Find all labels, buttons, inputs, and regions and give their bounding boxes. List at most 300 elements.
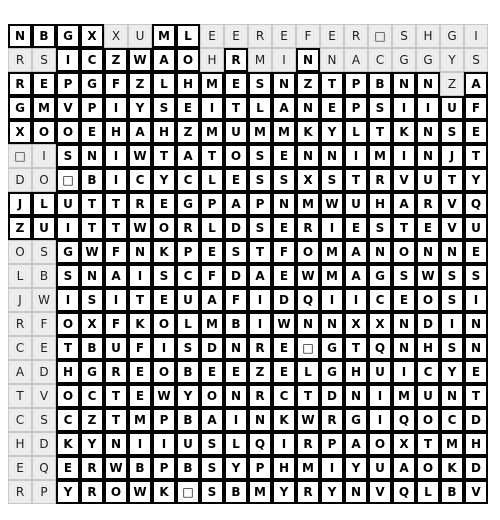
grid-cell[interactable]: R: [296, 216, 320, 240]
grid-cell[interactable]: V: [464, 480, 488, 504]
grid-cell[interactable]: N: [128, 240, 152, 264]
grid-cell[interactable]: V: [368, 480, 392, 504]
grid-cell[interactable]: G: [80, 72, 104, 96]
grid-cell[interactable]: K: [296, 120, 320, 144]
grid-cell[interactable]: O: [392, 240, 416, 264]
grid-cell[interactable]: F: [104, 312, 128, 336]
grid-cell[interactable]: D: [272, 288, 296, 312]
grid-cell[interactable]: H: [56, 360, 80, 384]
grid-cell[interactable]: S: [248, 168, 272, 192]
grid-cell[interactable]: M: [128, 408, 152, 432]
grid-cell[interactable]: E: [200, 360, 224, 384]
grid-cell[interactable]: R: [8, 48, 32, 72]
grid-cell[interactable]: F: [272, 240, 296, 264]
grid-cell[interactable]: M: [200, 312, 224, 336]
grid-cell[interactable]: N: [464, 336, 488, 360]
grid-cell[interactable]: W: [128, 48, 152, 72]
grid-cell[interactable]: T: [80, 216, 104, 240]
grid-cell[interactable]: I: [320, 288, 344, 312]
grid-cell[interactable]: I: [128, 264, 152, 288]
grid-cell[interactable]: C: [416, 360, 440, 384]
grid-cell[interactable]: S: [368, 216, 392, 240]
grid-cell[interactable]: Y: [56, 480, 80, 504]
grid-cell[interactable]: L: [176, 312, 200, 336]
grid-cell[interactable]: Q: [248, 432, 272, 456]
grid-cell[interactable]: S: [392, 264, 416, 288]
grid-cell[interactable]: Y: [320, 120, 344, 144]
grid-cell[interactable]: R: [296, 480, 320, 504]
grid-cell[interactable]: H: [416, 24, 440, 48]
grid-cell[interactable]: U: [176, 432, 200, 456]
grid-cell[interactable]: R: [80, 456, 104, 480]
grid-cell[interactable]: G: [176, 192, 200, 216]
grid-cell[interactable]: C: [80, 384, 104, 408]
grid-cell[interactable]: E: [464, 360, 488, 384]
grid-cell[interactable]: N: [320, 312, 344, 336]
grid-cell[interactable]: M: [392, 384, 416, 408]
grid-cell[interactable]: B: [32, 264, 56, 288]
grid-cell[interactable]: N: [248, 408, 272, 432]
grid-cell[interactable]: T: [128, 288, 152, 312]
grid-cell[interactable]: W: [80, 240, 104, 264]
grid-cell[interactable]: S: [200, 480, 224, 504]
grid-cell[interactable]: K: [56, 432, 80, 456]
grid-cell[interactable]: Z: [176, 120, 200, 144]
grid-cell[interactable]: L: [176, 24, 200, 48]
grid-cell[interactable]: S: [392, 24, 416, 48]
grid-cell[interactable]: U: [368, 456, 392, 480]
grid-cell[interactable]: □: [296, 336, 320, 360]
grid-cell[interactable]: R: [104, 360, 128, 384]
grid-cell[interactable]: P: [80, 96, 104, 120]
grid-cell[interactable]: O: [368, 432, 392, 456]
grid-cell[interactable]: P: [320, 432, 344, 456]
grid-cell[interactable]: G: [416, 48, 440, 72]
grid-cell[interactable]: S: [440, 120, 464, 144]
grid-cell[interactable]: E: [272, 336, 296, 360]
grid-cell[interactable]: I: [104, 96, 128, 120]
grid-cell[interactable]: V: [32, 384, 56, 408]
grid-cell[interactable]: R: [248, 384, 272, 408]
grid-cell[interactable]: M: [320, 264, 344, 288]
grid-cell[interactable]: A: [200, 408, 224, 432]
grid-cell[interactable]: R: [248, 24, 272, 48]
grid-cell[interactable]: A: [176, 144, 200, 168]
grid-cell[interactable]: D: [416, 312, 440, 336]
grid-cell[interactable]: T: [392, 216, 416, 240]
grid-cell[interactable]: M: [320, 240, 344, 264]
grid-cell[interactable]: E: [320, 24, 344, 48]
grid-cell[interactable]: U: [224, 120, 248, 144]
grid-cell[interactable]: O: [176, 48, 200, 72]
grid-cell[interactable]: E: [224, 360, 248, 384]
grid-cell[interactable]: B: [32, 24, 56, 48]
grid-cell[interactable]: O: [32, 120, 56, 144]
grid-cell[interactable]: L: [8, 264, 32, 288]
grid-cell[interactable]: M: [32, 96, 56, 120]
grid-cell[interactable]: Q: [296, 288, 320, 312]
grid-cell[interactable]: B: [368, 72, 392, 96]
grid-cell[interactable]: N: [224, 384, 248, 408]
grid-cell[interactable]: Z: [80, 408, 104, 432]
grid-cell[interactable]: S: [152, 264, 176, 288]
grid-cell[interactable]: K: [272, 408, 296, 432]
grid-cell[interactable]: N: [392, 336, 416, 360]
grid-cell[interactable]: F: [128, 336, 152, 360]
grid-cell[interactable]: Q: [368, 336, 392, 360]
grid-cell[interactable]: L: [32, 192, 56, 216]
grid-cell[interactable]: T: [368, 120, 392, 144]
grid-cell[interactable]: O: [104, 480, 128, 504]
grid-cell[interactable]: U: [344, 192, 368, 216]
grid-cell[interactable]: X: [80, 312, 104, 336]
grid-cell[interactable]: T: [320, 72, 344, 96]
grid-cell[interactable]: L: [296, 360, 320, 384]
grid-cell[interactable]: A: [344, 240, 368, 264]
grid-cell[interactable]: E: [272, 360, 296, 384]
grid-cell[interactable]: E: [272, 144, 296, 168]
grid-cell[interactable]: A: [104, 264, 128, 288]
grid-cell[interactable]: □: [368, 24, 392, 48]
grid-cell[interactable]: F: [104, 72, 128, 96]
grid-cell[interactable]: T: [344, 336, 368, 360]
grid-cell[interactable]: O: [152, 360, 176, 384]
grid-cell[interactable]: R: [368, 168, 392, 192]
grid-cell[interactable]: R: [296, 432, 320, 456]
grid-cell[interactable]: P: [344, 96, 368, 120]
grid-cell[interactable]: K: [440, 456, 464, 480]
grid-cell[interactable]: C: [80, 48, 104, 72]
grid-cell[interactable]: E: [32, 336, 56, 360]
grid-cell[interactable]: C: [176, 168, 200, 192]
grid-cell[interactable]: N: [416, 120, 440, 144]
grid-cell[interactable]: B: [176, 456, 200, 480]
grid-cell[interactable]: M: [248, 120, 272, 144]
grid-cell[interactable]: S: [248, 144, 272, 168]
grid-cell[interactable]: M: [440, 432, 464, 456]
grid-cell[interactable]: E: [152, 192, 176, 216]
grid-cell[interactable]: X: [392, 432, 416, 456]
grid-cell[interactable]: S: [32, 408, 56, 432]
grid-cell[interactable]: Y: [440, 48, 464, 72]
grid-cell[interactable]: S: [440, 336, 464, 360]
grid-cell[interactable]: A: [344, 432, 368, 456]
grid-cell[interactable]: N: [368, 240, 392, 264]
grid-cell[interactable]: H: [464, 432, 488, 456]
grid-cell[interactable]: Y: [176, 384, 200, 408]
grid-cell[interactable]: T: [440, 168, 464, 192]
grid-cell[interactable]: A: [224, 192, 248, 216]
grid-cell[interactable]: L: [224, 432, 248, 456]
grid-cell[interactable]: I: [56, 288, 80, 312]
grid-cell[interactable]: H: [344, 360, 368, 384]
grid-cell[interactable]: S: [224, 240, 248, 264]
grid-cell[interactable]: M: [248, 48, 272, 72]
grid-cell[interactable]: S: [56, 264, 80, 288]
grid-cell[interactable]: I: [392, 360, 416, 384]
grid-cell[interactable]: B: [80, 168, 104, 192]
grid-cell[interactable]: O: [200, 384, 224, 408]
grid-cell[interactable]: T: [80, 192, 104, 216]
grid-cell[interactable]: H: [416, 336, 440, 360]
grid-cell[interactable]: A: [464, 72, 488, 96]
grid-cell[interactable]: G: [368, 264, 392, 288]
grid-cell[interactable]: B: [80, 336, 104, 360]
grid-cell[interactable]: Y: [224, 456, 248, 480]
grid-cell[interactable]: W: [296, 408, 320, 432]
grid-cell[interactable]: W: [128, 216, 152, 240]
grid-cell[interactable]: L: [152, 72, 176, 96]
grid-cell[interactable]: I: [440, 312, 464, 336]
grid-cell[interactable]: U: [32, 216, 56, 240]
grid-cell[interactable]: X: [80, 24, 104, 48]
grid-cell[interactable]: N: [416, 240, 440, 264]
grid-cell[interactable]: N: [296, 96, 320, 120]
grid-cell[interactable]: J: [8, 192, 32, 216]
grid-cell[interactable]: H: [152, 120, 176, 144]
grid-cell[interactable]: D: [320, 384, 344, 408]
grid-cell[interactable]: H: [8, 432, 32, 456]
grid-cell[interactable]: U: [440, 96, 464, 120]
grid-cell[interactable]: Y: [128, 96, 152, 120]
grid-cell[interactable]: M: [248, 480, 272, 504]
grid-cell[interactable]: P: [152, 408, 176, 432]
grid-cell[interactable]: U: [416, 384, 440, 408]
grid-cell[interactable]: N: [272, 72, 296, 96]
grid-cell[interactable]: A: [272, 96, 296, 120]
grid-cell[interactable]: G: [8, 96, 32, 120]
grid-cell[interactable]: P: [152, 456, 176, 480]
grid-cell[interactable]: W: [152, 384, 176, 408]
grid-cell[interactable]: A: [344, 264, 368, 288]
grid-cell[interactable]: A: [392, 192, 416, 216]
grid-cell[interactable]: H: [200, 48, 224, 72]
grid-cell[interactable]: E: [200, 240, 224, 264]
grid-cell[interactable]: X: [368, 312, 392, 336]
grid-cell[interactable]: C: [368, 48, 392, 72]
grid-cell[interactable]: I: [56, 216, 80, 240]
grid-cell[interactable]: O: [152, 312, 176, 336]
grid-cell[interactable]: P: [344, 72, 368, 96]
grid-cell[interactable]: I: [200, 96, 224, 120]
grid-cell[interactable]: K: [392, 120, 416, 144]
grid-cell[interactable]: V: [440, 216, 464, 240]
grid-cell[interactable]: T: [248, 240, 272, 264]
grid-cell[interactable]: M: [296, 456, 320, 480]
grid-cell[interactable]: B: [176, 360, 200, 384]
grid-cell[interactable]: N: [8, 24, 32, 48]
grid-cell[interactable]: M: [368, 144, 392, 168]
grid-cell[interactable]: D: [224, 216, 248, 240]
grid-cell[interactable]: K: [128, 312, 152, 336]
grid-cell[interactable]: T: [152, 144, 176, 168]
grid-cell[interactable]: R: [80, 480, 104, 504]
grid-cell[interactable]: A: [200, 288, 224, 312]
grid-cell[interactable]: T: [200, 144, 224, 168]
grid-cell[interactable]: I: [224, 408, 248, 432]
grid-cell[interactable]: E: [224, 168, 248, 192]
grid-cell[interactable]: E: [344, 216, 368, 240]
grid-cell[interactable]: L: [200, 216, 224, 240]
grid-cell[interactable]: V: [56, 96, 80, 120]
grid-cell[interactable]: W: [296, 264, 320, 288]
grid-cell[interactable]: F: [200, 264, 224, 288]
grid-cell[interactable]: Q: [392, 480, 416, 504]
grid-cell[interactable]: S: [200, 432, 224, 456]
grid-cell[interactable]: P: [248, 456, 272, 480]
grid-cell[interactable]: U: [128, 24, 152, 48]
grid-cell[interactable]: E: [224, 24, 248, 48]
grid-cell[interactable]: G: [80, 360, 104, 384]
grid-cell[interactable]: D: [32, 360, 56, 384]
grid-cell[interactable]: B: [224, 480, 248, 504]
grid-cell[interactable]: S: [368, 96, 392, 120]
grid-cell[interactable]: S: [32, 48, 56, 72]
grid-cell[interactable]: J: [8, 288, 32, 312]
grid-cell[interactable]: I: [272, 48, 296, 72]
grid-cell[interactable]: W: [32, 288, 56, 312]
grid-cell[interactable]: G: [392, 48, 416, 72]
grid-cell[interactable]: Z: [8, 216, 32, 240]
grid-cell[interactable]: T: [464, 144, 488, 168]
grid-cell[interactable]: E: [32, 72, 56, 96]
grid-cell[interactable]: D: [224, 264, 248, 288]
grid-cell[interactable]: R: [8, 72, 32, 96]
grid-cell[interactable]: I: [248, 288, 272, 312]
grid-cell[interactable]: Y: [440, 360, 464, 384]
grid-cell[interactable]: S: [248, 216, 272, 240]
grid-cell[interactable]: P: [176, 240, 200, 264]
grid-cell[interactable]: E: [464, 240, 488, 264]
grid-cell[interactable]: I: [368, 408, 392, 432]
grid-cell[interactable]: S: [200, 456, 224, 480]
grid-cell[interactable]: C: [440, 408, 464, 432]
grid-cell[interactable]: R: [320, 408, 344, 432]
grid-cell[interactable]: N: [80, 144, 104, 168]
grid-cell[interactable]: T: [104, 408, 128, 432]
grid-cell[interactable]: U: [464, 216, 488, 240]
grid-cell[interactable]: X: [8, 120, 32, 144]
grid-cell[interactable]: W: [128, 144, 152, 168]
grid-cell[interactable]: C: [128, 168, 152, 192]
grid-cell[interactable]: N: [392, 72, 416, 96]
grid-cell[interactable]: E: [80, 120, 104, 144]
grid-cell[interactable]: S: [152, 96, 176, 120]
grid-cell[interactable]: S: [80, 288, 104, 312]
grid-cell[interactable]: T: [224, 96, 248, 120]
grid-cell[interactable]: J: [440, 144, 464, 168]
grid-cell[interactable]: I: [272, 432, 296, 456]
grid-cell[interactable]: I: [392, 144, 416, 168]
grid-cell[interactable]: I: [32, 144, 56, 168]
grid-cell[interactable]: T: [104, 384, 128, 408]
grid-cell[interactable]: E: [152, 288, 176, 312]
grid-cell[interactable]: T: [416, 432, 440, 456]
grid-cell[interactable]: D: [200, 336, 224, 360]
grid-cell[interactable]: I: [320, 216, 344, 240]
grid-cell[interactable]: R: [176, 216, 200, 240]
grid-cell[interactable]: N: [104, 432, 128, 456]
grid-cell[interactable]: O: [224, 144, 248, 168]
grid-cell[interactable]: R: [416, 192, 440, 216]
grid-cell[interactable]: Z: [440, 72, 464, 96]
grid-cell[interactable]: E: [176, 96, 200, 120]
grid-cell[interactable]: U: [104, 336, 128, 360]
grid-cell[interactable]: S: [56, 144, 80, 168]
grid-cell[interactable]: P: [200, 192, 224, 216]
grid-cell[interactable]: □: [56, 168, 80, 192]
grid-cell[interactable]: W: [416, 264, 440, 288]
grid-cell[interactable]: O: [56, 384, 80, 408]
grid-cell[interactable]: F: [464, 96, 488, 120]
grid-cell[interactable]: X: [104, 24, 128, 48]
grid-cell[interactable]: G: [344, 408, 368, 432]
grid-cell[interactable]: V: [392, 168, 416, 192]
grid-cell[interactable]: R: [128, 192, 152, 216]
grid-cell[interactable]: D: [464, 456, 488, 480]
grid-cell[interactable]: I: [104, 288, 128, 312]
grid-cell[interactable]: R: [8, 480, 32, 504]
grid-cell[interactable]: Y: [152, 168, 176, 192]
grid-cell[interactable]: O: [8, 240, 32, 264]
grid-cell[interactable]: E: [8, 456, 32, 480]
grid-cell[interactable]: O: [56, 312, 80, 336]
grid-cell[interactable]: I: [392, 96, 416, 120]
grid-cell[interactable]: Q: [392, 408, 416, 432]
grid-cell[interactable]: I: [152, 336, 176, 360]
grid-cell[interactable]: □: [8, 144, 32, 168]
grid-cell[interactable]: G: [320, 336, 344, 360]
grid-cell[interactable]: A: [344, 48, 368, 72]
grid-cell[interactable]: N: [320, 48, 344, 72]
grid-cell[interactable]: H: [176, 72, 200, 96]
grid-cell[interactable]: F: [104, 240, 128, 264]
grid-cell[interactable]: Y: [320, 480, 344, 504]
grid-cell[interactable]: Z: [296, 72, 320, 96]
grid-cell[interactable]: D: [464, 408, 488, 432]
grid-cell[interactable]: N: [272, 192, 296, 216]
grid-cell[interactable]: G: [56, 24, 80, 48]
grid-cell[interactable]: L: [248, 96, 272, 120]
grid-cell[interactable]: O: [296, 240, 320, 264]
grid-cell[interactable]: G: [440, 24, 464, 48]
grid-cell[interactable]: Y: [80, 432, 104, 456]
grid-cell[interactable]: B: [224, 312, 248, 336]
grid-cell[interactable]: T: [56, 336, 80, 360]
grid-cell[interactable]: W: [104, 456, 128, 480]
grid-cell[interactable]: I: [464, 288, 488, 312]
grid-cell[interactable]: Q: [32, 456, 56, 480]
grid-cell[interactable]: N: [416, 144, 440, 168]
grid-cell[interactable]: S: [464, 264, 488, 288]
grid-cell[interactable]: N: [296, 144, 320, 168]
grid-cell[interactable]: I: [152, 432, 176, 456]
grid-cell[interactable]: N: [440, 384, 464, 408]
grid-cell[interactable]: I: [416, 96, 440, 120]
grid-cell[interactable]: K: [152, 240, 176, 264]
grid-cell[interactable]: S: [320, 168, 344, 192]
grid-cell[interactable]: T: [8, 384, 32, 408]
grid-cell[interactable]: Z: [104, 48, 128, 72]
grid-cell[interactable]: W: [272, 312, 296, 336]
grid-cell[interactable]: N: [392, 312, 416, 336]
grid-cell[interactable]: F: [296, 24, 320, 48]
grid-cell[interactable]: C: [8, 408, 32, 432]
grid-cell[interactable]: U: [416, 168, 440, 192]
grid-cell[interactable]: O: [152, 216, 176, 240]
grid-cell[interactable]: T: [104, 192, 128, 216]
grid-cell[interactable]: □: [176, 480, 200, 504]
